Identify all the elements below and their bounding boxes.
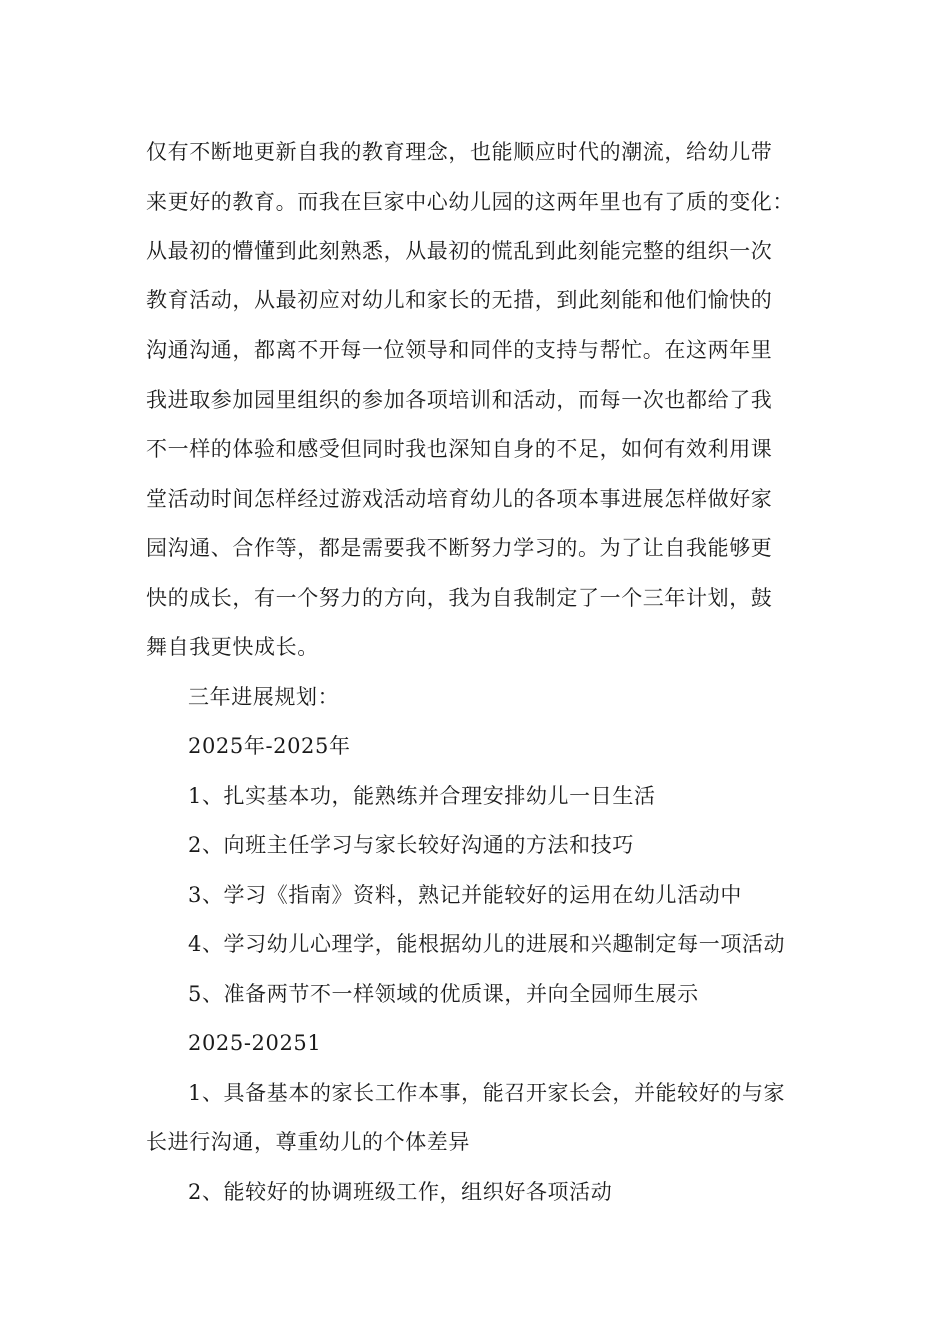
- paragraph-line: 我进取参加园里组织的参加各项培训和活动，而每一次也都给了我: [146, 388, 773, 412]
- paragraph-line: 从最初的懵懂到此刻熟悉，从最初的慌乱到此刻能完整的组织一次: [146, 239, 773, 263]
- paragraph-line: 教育活动，从最初应对幼儿和家长的无措，到此刻能和他们愉快的: [146, 288, 773, 312]
- list-item: 2、能较好的协调班级工作，组织好各项活动: [188, 1180, 613, 1204]
- paragraph-line: 舞自我更快成长。: [146, 635, 319, 659]
- list-item: 1、扎实基本功，能熟练并合理安排幼儿一日生活: [188, 784, 656, 808]
- paragraph-line: 不一样的体验和感受但同时我也深知自身的不足，如何有效利用课: [146, 437, 773, 461]
- list-item: 1、具备基本的家长工作本事，能召开家长会，并能较好的与家: [188, 1081, 786, 1105]
- paragraph-line: 仅有不断地更新自我的教育理念，也能顺应时代的潮流，给幼儿带: [146, 140, 773, 164]
- list-item: 2、向班主任学习与家长较好沟通的方法和技巧: [188, 833, 634, 857]
- plan-heading: 三年进展规划：: [188, 685, 340, 709]
- paragraph-line: 沟通沟通，都离不开每一位领导和同伴的支持与帮忙。在这两年里: [146, 338, 773, 362]
- paragraph-line: 来更好的教育。而我在巨家中心幼儿园的这两年里也有了质的变化：: [146, 190, 794, 214]
- list-item-continuation: 长进行沟通，尊重幼儿的个体差异: [146, 1130, 470, 1154]
- period-heading: 2025-20251: [188, 1031, 322, 1055]
- period-heading: 2025年-2025年: [188, 734, 351, 758]
- list-item: 4、学习幼儿心理学，能根据幼儿的进展和兴趣制定每一项活动: [188, 932, 786, 956]
- paragraph-line: 快的成长，有一个努力的方向，我为自我制定了一个三年计划，鼓: [146, 586, 773, 610]
- list-item: 3、学习《指南》资料，熟记并能较好的运用在幼儿活动中: [188, 883, 742, 907]
- paragraph-line: 堂活动时间怎样经过游戏活动培育幼儿的各项本事进展怎样做好家: [146, 487, 773, 511]
- list-item: 5、准备两节不一样领域的优质课，并向全园师生展示: [188, 982, 699, 1006]
- paragraph-line: 园沟通、合作等，都是需要我不断努力学习的。为了让自我能够更: [146, 536, 773, 560]
